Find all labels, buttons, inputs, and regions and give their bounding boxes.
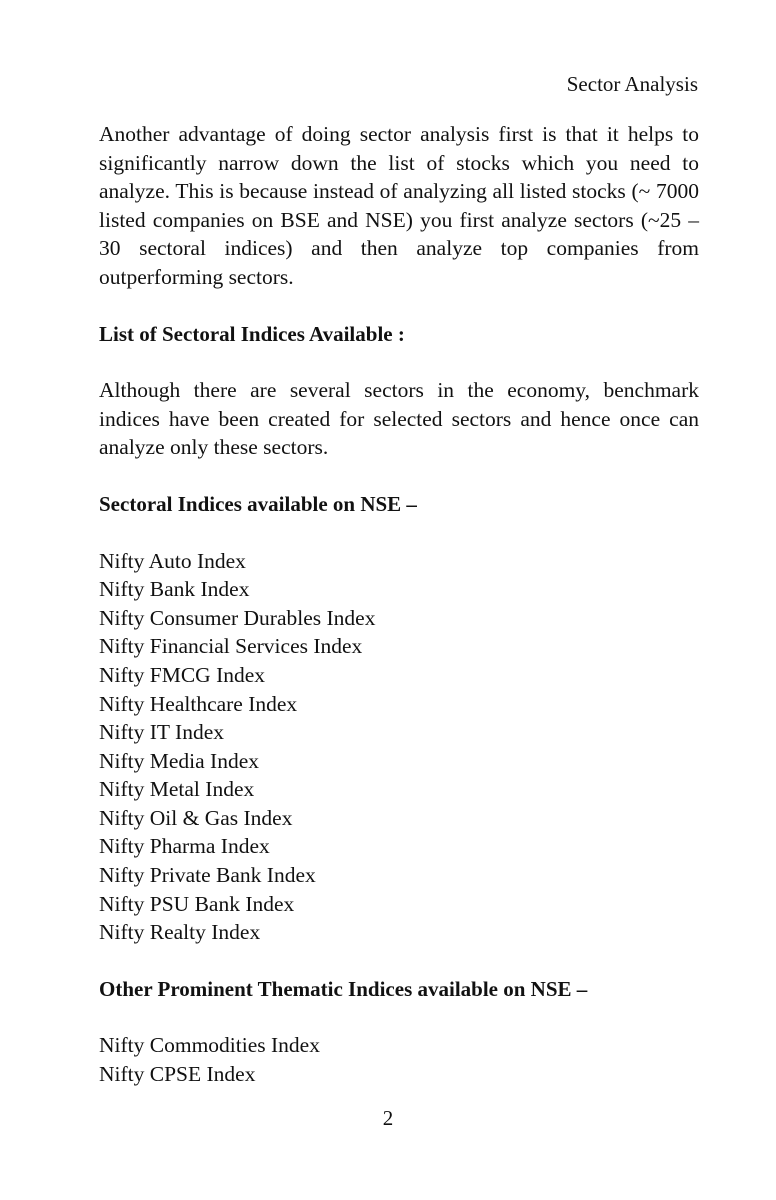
list-item: Nifty Auto Index	[99, 548, 246, 573]
nse-sectoral-list	[99, 547, 699, 947]
spacer	[99, 519, 699, 547]
list-item: Nifty Healthcare Index	[99, 691, 298, 716]
nse-sectoral-heading: Sectoral Indices available on NSE –	[99, 491, 417, 516]
list-item: Nifty Media Index	[99, 748, 260, 773]
list-item: Nifty Commodities Index	[99, 1033, 320, 1058]
spacer	[99, 1003, 699, 1031]
list-item: Nifty Consumer Durables Index	[99, 605, 376, 630]
spacer	[99, 292, 699, 320]
nse-thematic-heading: Other Prominent Thematic Indices available on NSE –	[99, 976, 588, 1001]
list-item: Nifty Pharma Index	[99, 834, 270, 859]
spacer	[99, 947, 699, 975]
list-item: Nifty Realty Index	[99, 920, 261, 945]
spacer	[99, 462, 699, 490]
intro-paragraph: Another advantage of doing sector analysis first is that it helps to significantly narrow down the list of stocks which you need to analyze. This is because instead of analyzing all listed stocks (~ 7000 listed companies on BSE and NSE) you first analyze sectors (~25 – 30 sectoral indices) and then analyze top companies from outperforming sectors.	[99, 122, 699, 289]
list-item: Nifty FMCG Index	[99, 662, 266, 687]
nse-thematic-list	[99, 1031, 699, 1088]
list-item: Nifty Bank Index	[99, 577, 250, 602]
list-item: Nifty CPSE Index	[99, 1062, 256, 1087]
list-item: Nifty Metal Index	[99, 777, 255, 802]
list-item: Nifty PSU Bank Index	[99, 891, 295, 916]
running-header: Sector Analysis	[566, 72, 698, 96]
page-number: 2	[382, 1106, 394, 1130]
list-item: Nifty Private Bank Index	[99, 863, 316, 888]
list-item: Nifty Financial Services Index	[99, 634, 363, 659]
list-item: Nifty IT Index	[99, 720, 224, 745]
list-item: Nifty Oil & Gas Index	[99, 805, 293, 830]
list-paragraph: Although there are several sectors in the economy, benchmark indices have been created for selected sectors and hence once can analyze only these sectors.	[99, 378, 699, 460]
list-heading: List of Sectoral Indices Available :	[99, 321, 405, 346]
spacer	[99, 348, 699, 376]
page-content	[99, 120, 699, 1089]
